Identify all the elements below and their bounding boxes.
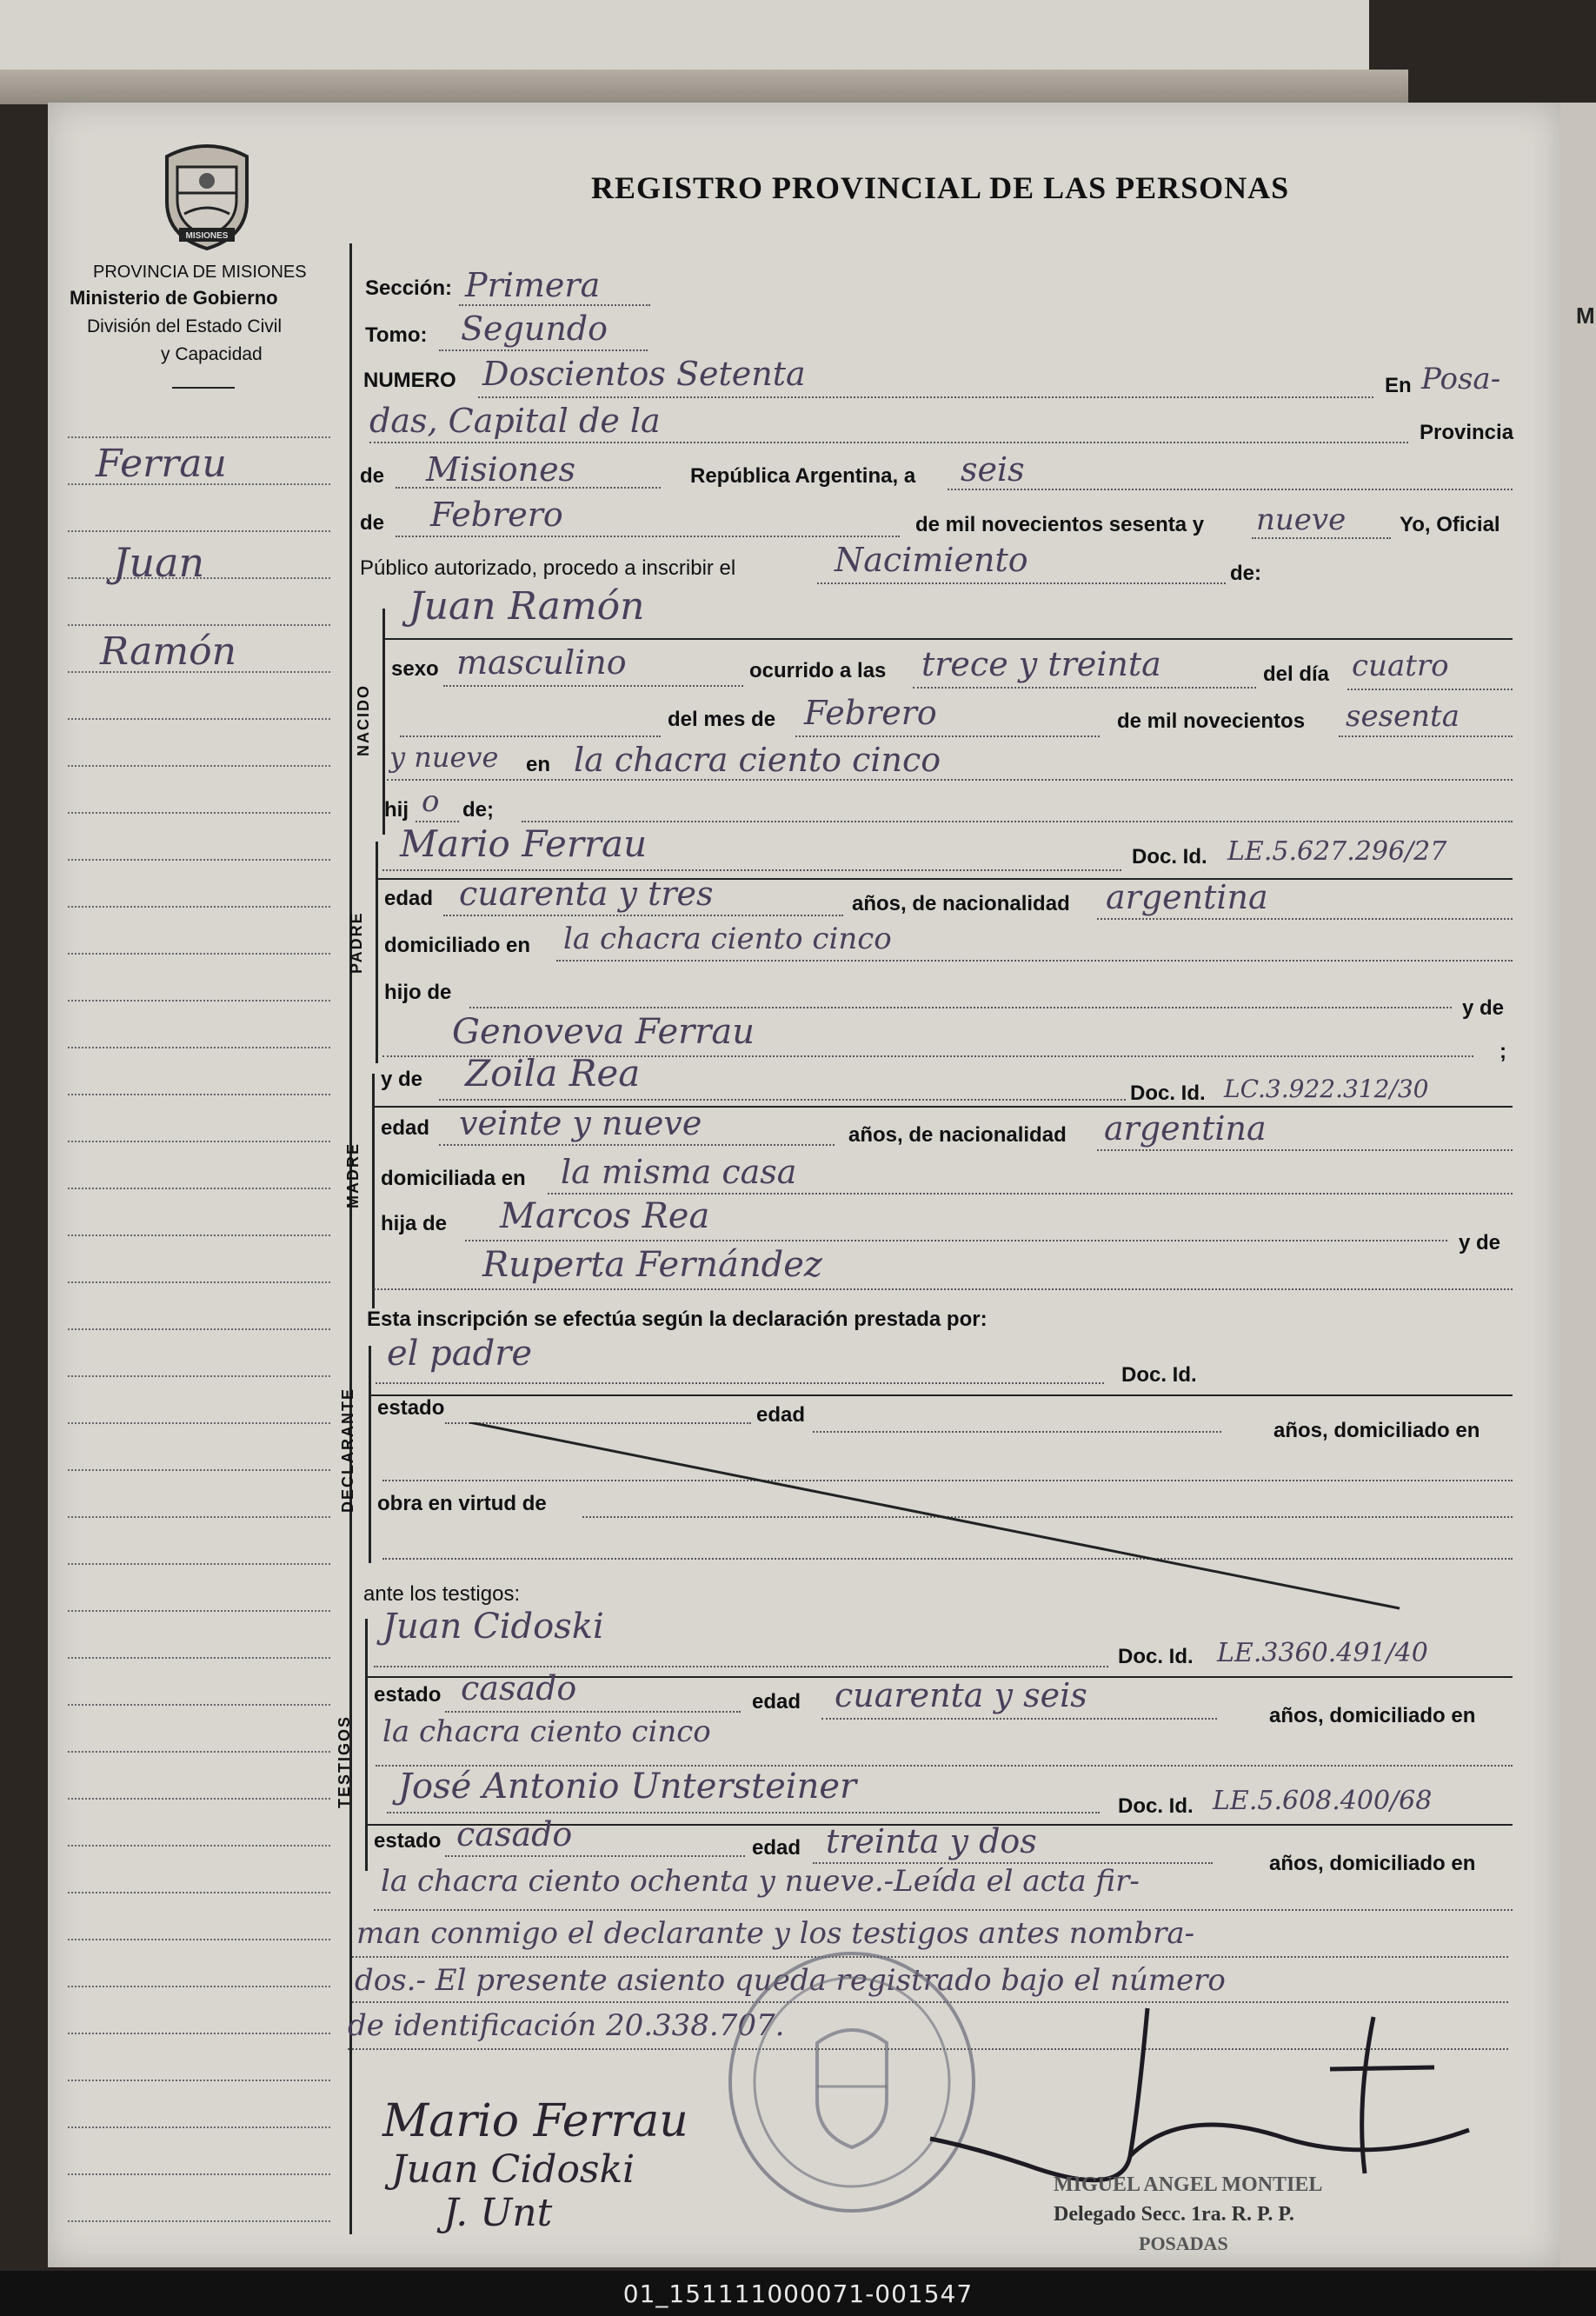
sexo-label: sexo <box>391 657 439 681</box>
closing-line-2: dos.- El presente asiento queda registrado bajo el número <box>355 1963 1226 1998</box>
crest-label: MISIONES <box>185 231 229 241</box>
testigo1-estado-value: casado <box>461 1669 577 1707</box>
tomo-value: Segundo <box>461 309 608 348</box>
nacido-nombre: Juan Ramón <box>409 584 645 629</box>
testigos-intro: ante los testigos: <box>363 1582 521 1606</box>
org-division: División del Estado Civil <box>87 316 283 336</box>
declarante-strike-line <box>469 1422 1408 1614</box>
de-label-2: de <box>360 511 385 535</box>
testigo1-nombre: Juan Cidoski <box>382 1607 604 1647</box>
padre-doc-value: LE.5.627.296/27 <box>1227 836 1447 867</box>
anio-value-1: sesenta <box>1346 699 1460 734</box>
madre-nacionalidad-label: años, de nacionalidad <box>848 1123 1067 1147</box>
en-nacimiento-label: en <box>526 753 551 776</box>
padre-doc-label: Doc. Id. <box>1132 845 1207 868</box>
hij-label: hij <box>384 798 409 822</box>
dia-value: seis <box>961 450 1025 489</box>
padre-domicilio-value: la chacra ciento cinco <box>563 922 892 956</box>
mil-label: de mil novecientos sesenta y <box>915 513 1205 536</box>
margin-first-name: Juan <box>113 539 205 586</box>
testigo1-domicilio-label: años, domiciliado en <box>1269 1704 1476 1727</box>
madre-y-de-label-2: y de <box>1459 1231 1501 1254</box>
padre-semicolon: ; <box>1500 1040 1506 1063</box>
main-vertical-rule <box>349 243 352 2234</box>
del-mes-label: del mes de <box>668 708 776 731</box>
madre-domicilio-value: la misma casa <box>561 1153 797 1191</box>
margin-second-name: Ramón <box>100 629 236 674</box>
anio-value-2: y nueve <box>389 741 499 774</box>
madre-edad-label: edad <box>381 1116 430 1140</box>
testigo1-estado-label: estado <box>374 1683 442 1707</box>
mil-nacimiento-label: de mil novecientos <box>1117 709 1306 733</box>
mes-nacimiento-value: Febrero <box>804 694 937 732</box>
testigo1-domicilio-value: la chacra ciento cinco <box>382 1714 711 1749</box>
ocurrido-label: ocurrido a las <box>749 659 887 682</box>
testigo1-doc-value: LE.3360.491/40 <box>1217 1638 1428 1668</box>
sexo-value: masculino <box>456 643 627 682</box>
declarante-obra-label: obra en virtud de <box>377 1492 547 1515</box>
anio-value: nueve <box>1256 502 1347 537</box>
testigo2-estado-value: casado <box>456 1815 573 1853</box>
yo-label: Yo, Oficial <box>1400 513 1500 536</box>
padre-hijo-label: hijo de <box>384 981 452 1004</box>
margin-surname: Ferrau <box>96 442 227 486</box>
padre-nacionalidad-value: argentina <box>1106 878 1268 916</box>
image-caption: 01_151111000071-001547 <box>0 2271 1596 2316</box>
madre-hija-label: hija de <box>381 1212 448 1235</box>
madre-madre-nombre: Ruperta Fernández <box>482 1245 822 1285</box>
testigo1-edad-label: edad <box>752 1690 801 1714</box>
padre-y-de-label: y de <box>1462 996 1505 1020</box>
declarante-intro: Esta inscripción se efectúa según la declaración prestada por: <box>367 1308 988 1331</box>
tomo-label: Tomo: <box>365 323 428 347</box>
de2-label: de: <box>1230 562 1261 585</box>
book-binding <box>0 70 1408 104</box>
declarante-bracket <box>369 1346 371 1563</box>
madre-nacionalidad-value: argentina <box>1104 1109 1267 1148</box>
padre-nacionalidad-label: años, de nacionalidad <box>852 892 1070 915</box>
madre-padre-nombre: Marcos Rea <box>500 1196 710 1236</box>
mes-value: Febrero <box>430 496 563 534</box>
hora-value: trece y treinta <box>921 645 1161 683</box>
testigo2-edad-label: edad <box>752 1836 801 1860</box>
closing-line-1: man conmigo el declarante y los testigos antes nombra- <box>356 1916 1195 1951</box>
signature-testigo-2: J. Unt <box>443 2191 553 2235</box>
madre-domicilio-label: domiciliada en <box>381 1167 526 1190</box>
declarante-nombre: el padre <box>387 1334 533 1374</box>
madre-section-label: MADRE <box>344 1142 362 1208</box>
declarante-domicilio-label: años, domiciliado en <box>1273 1419 1480 1442</box>
signature-padre: Mario Ferrau <box>382 2095 688 2147</box>
provincia-value: Misiones <box>426 450 576 489</box>
declarante-doc-label: Doc. Id. <box>1121 1363 1197 1387</box>
official-title: Delegado Secc. 1ra. R. P. P. <box>1054 2203 1294 2226</box>
en-label: En <box>1385 374 1412 397</box>
official-place: POSADAS <box>1139 2233 1228 2254</box>
del-dia-label: del día <box>1263 662 1330 686</box>
padre-nombre: Mario Ferrau <box>400 822 648 865</box>
padre-madre-nombre: Genoveva Ferrau <box>452 1012 755 1052</box>
madre-y-de-label: y de <box>381 1068 423 1091</box>
padre-edad-label: edad <box>384 887 434 910</box>
padre-edad-value: cuarenta y tres <box>459 875 714 913</box>
lugar-value: la chacra ciento cinco <box>574 741 941 779</box>
hij-value: o <box>422 784 440 819</box>
org-ministry: Ministerio de Gobierno <box>70 287 278 309</box>
signature-testigo-1: Juan Cidoski <box>391 2147 635 2192</box>
padre-section-label: PADRE <box>348 911 365 974</box>
testigos-section-label: TESTIGOS <box>336 1714 353 1808</box>
closing-line-3: de identificación 20.338.707. <box>348 2008 785 2043</box>
padre-domicilio-label: domiciliado en <box>384 934 531 957</box>
publico-label: Público autorizado, procedo a inscribir el <box>360 556 736 580</box>
testigo2-doc-value: LE.5.608.400/68 <box>1213 1786 1433 1816</box>
next-page-fragment: M <box>1576 303 1595 329</box>
nacido-section-label: NACIDO <box>355 684 372 756</box>
org-rule <box>172 387 235 389</box>
testigo1-doc-label: Doc. Id. <box>1118 1645 1194 1668</box>
dia-nacimiento-value: cuatro <box>1352 649 1449 683</box>
seccion-value: Primera <box>465 266 601 304</box>
declarante-edad-label: edad <box>756 1403 806 1427</box>
numero-label: NUMERO <box>363 369 456 392</box>
madre-doc-value: LC.3.922.312/30 <box>1224 1075 1429 1103</box>
provincial-crest-icon <box>158 141 256 252</box>
testigo2-estado-label: estado <box>374 1829 442 1853</box>
org-capacity: y Capacidad <box>161 344 263 364</box>
previous-page-edge <box>0 0 1369 71</box>
next-page-edge <box>1560 103 1596 2267</box>
en-value-2: das, Capital de la <box>369 402 661 440</box>
de-label: de <box>360 464 385 488</box>
en-value-1: Posa- <box>1421 362 1501 396</box>
madre-doc-label: Doc. Id. <box>1130 1081 1206 1105</box>
declarante-section-label: DECLARANTE <box>339 1388 356 1513</box>
testigos-bracket <box>365 1619 368 1871</box>
testigo2-nombre: José Antonio Untersteiner <box>398 1767 857 1807</box>
testigo2-domicilio-label: años, domiciliado en <box>1269 1852 1476 1875</box>
declarante-estado-label: estado <box>377 1396 445 1420</box>
madre-edad-value: veinte y nueve <box>459 1104 702 1142</box>
madre-bracket <box>372 1074 375 1308</box>
de-semicolon-label: de; <box>462 798 494 822</box>
numero-value: Doscientos Setenta <box>482 355 806 393</box>
official-name: MIGUEL ANGEL MONTIEL <box>1054 2173 1323 2196</box>
testigo2-edad-value: treinta y dos <box>826 1822 1037 1860</box>
republica-label: República Argentina, a <box>690 464 916 488</box>
seccion-label: Sección: <box>365 276 453 300</box>
padre-bracket <box>376 842 378 1063</box>
provincia-label: Provincia <box>1420 421 1514 444</box>
page-title: REGISTRO PROVINCIAL DE LAS PERSONAS <box>591 170 1290 205</box>
testigo2-domicilio-value: la chacra ciento ochenta y nueve.-Leída el acta fir- <box>381 1864 1140 1899</box>
org-province: PROVINCIA DE MISIONES <box>93 263 307 282</box>
testigo2-doc-label: Doc. Id. <box>1118 1794 1194 1818</box>
testigo1-edad-value: cuarenta y seis <box>835 1676 1087 1714</box>
tipo-value: Nacimiento <box>835 541 1028 579</box>
madre-nombre: Zoila Rea <box>465 1052 641 1095</box>
